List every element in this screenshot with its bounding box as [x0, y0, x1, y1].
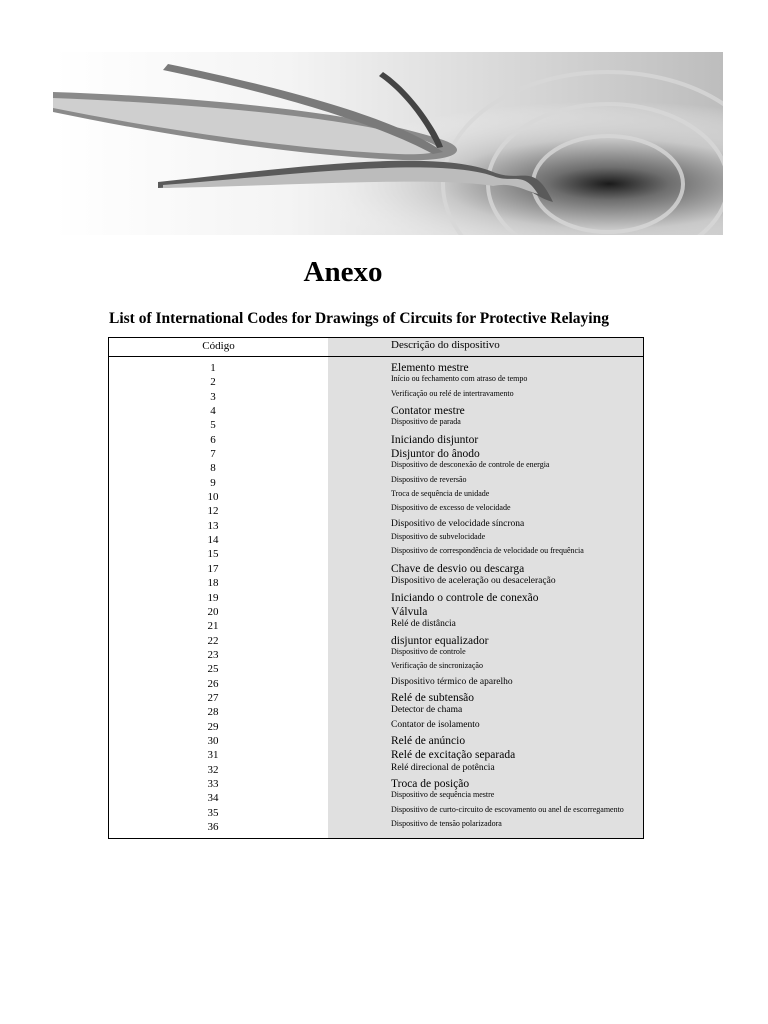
- row-code: 31: [207, 749, 219, 762]
- row-description: Verificação de sincronização: [391, 661, 483, 671]
- table-row: [109, 389, 643, 403]
- table-row: [109, 374, 643, 388]
- row-code: 27: [207, 691, 219, 704]
- table-row: [109, 747, 643, 761]
- row-code: 35: [207, 806, 219, 819]
- table-row: [109, 733, 643, 747]
- row-code: 12: [207, 505, 219, 518]
- table-row: [109, 360, 643, 374]
- page-title: Anexo: [303, 256, 383, 288]
- row-code: 33: [207, 777, 219, 790]
- row-description: Contator mestre: [391, 405, 465, 418]
- row-code: 8: [210, 462, 216, 475]
- row-code: 17: [207, 562, 219, 575]
- row-description: Relé de anúncio: [391, 734, 466, 747]
- row-description: Dispositivo de subvelocidade: [391, 532, 486, 542]
- row-description: Iniciando o controle de conexão: [391, 591, 539, 604]
- row-description: Relé de distância: [391, 619, 456, 630]
- table-row: [109, 647, 643, 661]
- row-code: 2: [210, 376, 216, 389]
- header-divider: [109, 356, 643, 357]
- row-description: Relé direcional de potência: [391, 762, 495, 773]
- row-code: 9: [210, 476, 216, 489]
- row-description: Dispositivo de reversão: [391, 474, 467, 484]
- row-code: 14: [207, 534, 219, 547]
- row-description: Dispositivo de excesso de velocidade: [391, 503, 511, 513]
- table-caption: List of International Codes for Drawings of Circuits for Protective Relaying: [109, 310, 609, 327]
- table-row: [109, 503, 643, 517]
- column-header-description: Descrição do dispositivo: [391, 339, 500, 351]
- table-row: [109, 661, 643, 675]
- column-header-code: Código: [202, 340, 235, 352]
- row-code: 3: [210, 390, 216, 403]
- table-row: [109, 575, 643, 589]
- row-description: Dispositivo de correspondência de velocidade ou frequência: [391, 546, 584, 556]
- row-description: Troca de posição: [391, 777, 470, 790]
- row-code: 21: [207, 620, 219, 633]
- table-row: [109, 676, 643, 690]
- table-row: [109, 776, 643, 790]
- table-row: [109, 460, 643, 474]
- row-code: 28: [207, 706, 219, 719]
- row-description: Dispositivo térmico de aparelho: [391, 676, 513, 687]
- row-description: Troca de sequência de unidade: [391, 489, 490, 499]
- row-description: Válvula: [391, 605, 428, 618]
- row-code: 18: [207, 577, 219, 590]
- row-description: Dispositivo de tensão polarizadora: [391, 819, 502, 828]
- row-code: 1: [210, 362, 216, 374]
- row-description: Dispositivo de sequência mestre: [391, 790, 495, 800]
- row-code: 13: [207, 519, 219, 532]
- row-code: 36: [207, 821, 219, 833]
- row-description: Dispositivo de aceleração ou desaceleração: [391, 576, 556, 587]
- table-row: [109, 633, 643, 647]
- row-code: 7: [210, 448, 216, 461]
- row-description: Relé de excitação separada: [391, 749, 516, 762]
- row-code: 20: [207, 605, 219, 618]
- table-row: [109, 719, 643, 733]
- header-banner-graphic: [53, 52, 723, 235]
- table-row: [109, 690, 643, 704]
- row-description: Dispositivo de parada: [391, 417, 461, 427]
- row-description: Dispositivo de curto-circuito de escovamento ou anel de escorregamento: [391, 804, 624, 814]
- row-code: 23: [207, 648, 219, 661]
- row-description: Elemento mestre: [391, 362, 469, 374]
- row-description: Verificação ou relé de intertravamento: [391, 388, 514, 398]
- table-row: [109, 590, 643, 604]
- row-description: Chave de desvio ou descarga: [391, 562, 525, 575]
- row-description: disjuntor equalizador: [391, 634, 489, 647]
- row-description: Detector de chama: [391, 705, 463, 716]
- table-body: [109, 360, 643, 833]
- row-code: 29: [207, 720, 219, 733]
- row-code: 32: [207, 763, 219, 776]
- table-row: [109, 489, 643, 503]
- table-row: [109, 432, 643, 446]
- row-code: 5: [210, 419, 216, 432]
- table-row: [109, 403, 643, 417]
- table-row: [109, 604, 643, 618]
- table-row: [109, 417, 643, 431]
- row-code: 4: [210, 405, 216, 418]
- row-description: Dispositivo de velocidade síncrona: [391, 518, 525, 529]
- row-description: Relé de subtensão: [391, 691, 475, 704]
- row-description: Iniciando disjuntor: [391, 433, 479, 446]
- table-row: [109, 618, 643, 632]
- table-row: [109, 446, 643, 460]
- row-code: 6: [210, 433, 216, 446]
- codes-table: [108, 337, 644, 839]
- row-description: Contator de isolamento: [391, 719, 480, 730]
- row-code: 22: [207, 634, 219, 647]
- row-code: 10: [207, 491, 219, 504]
- table-row: [109, 546, 643, 560]
- table-row: [109, 475, 643, 489]
- row-code: 25: [207, 663, 219, 676]
- row-code: 30: [207, 734, 219, 747]
- table-row: [109, 704, 643, 718]
- table-row: [109, 762, 643, 776]
- table-row: [109, 518, 643, 532]
- row-description: Disjuntor do ânodo: [391, 448, 480, 461]
- row-code: 26: [207, 677, 219, 690]
- row-description: Início ou fechamento com atraso de tempo: [391, 374, 528, 384]
- row-code: 34: [207, 792, 219, 805]
- row-code: 19: [207, 591, 219, 604]
- row-description: Dispositivo de desconexão de controle de energia: [391, 460, 550, 470]
- table-row: [109, 561, 643, 575]
- row-description: Dispositivo de controle: [391, 646, 466, 656]
- table-row: [109, 819, 643, 833]
- row-code: 15: [207, 548, 219, 561]
- table-row: [109, 805, 643, 819]
